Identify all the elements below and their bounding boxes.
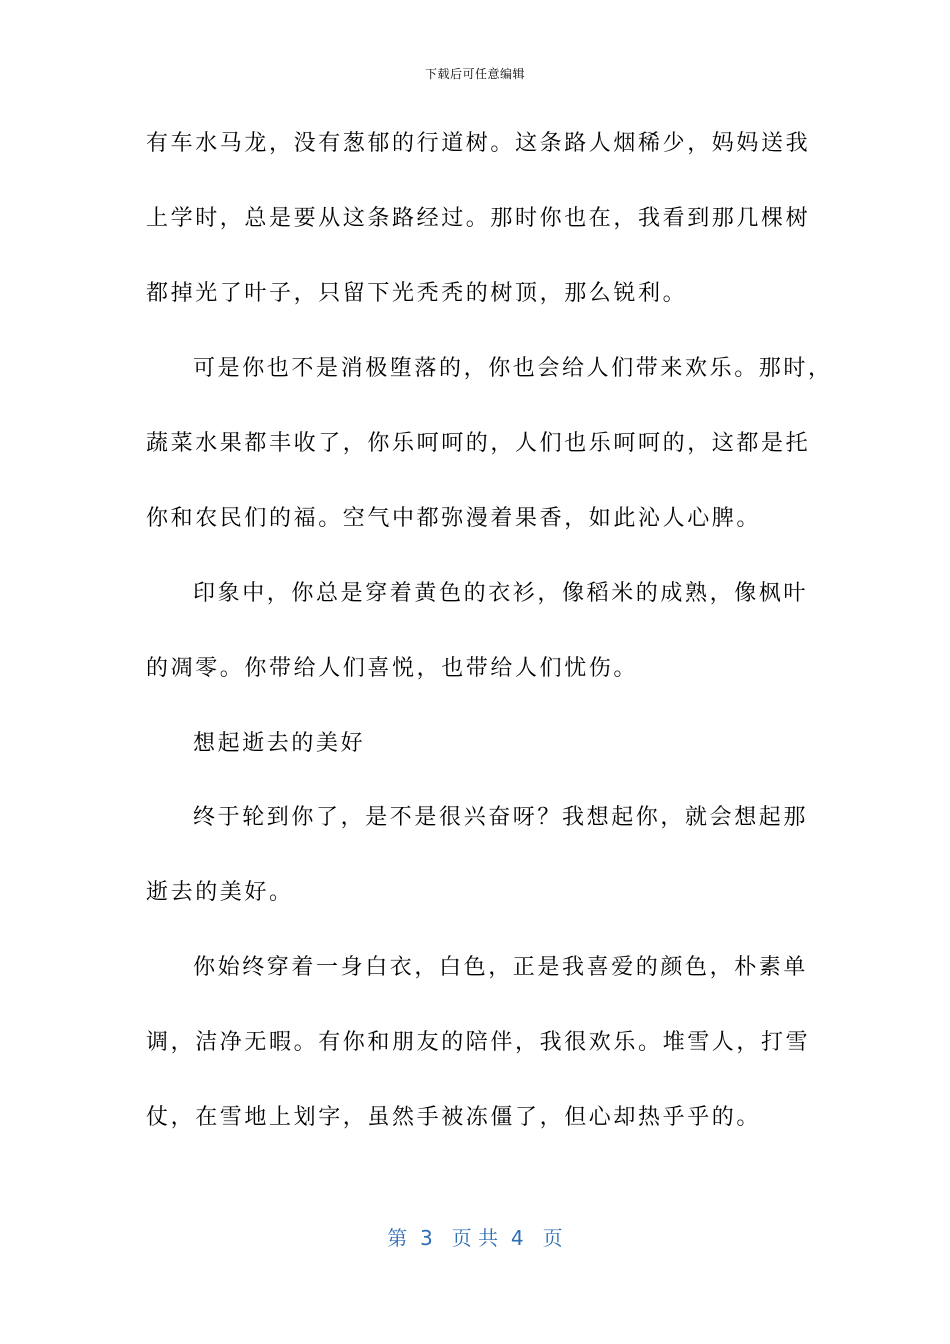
text-line: 你和农民们的福。空气中都弥漫着果香，如此沁人心脾。 [146,506,762,531]
text-line: 有车水马龙，没有葱郁的行道树。这条路人烟稀少，妈妈送我 [146,131,811,156]
text-line: 仗，在雪地上划字，虽然手被冻僵了，但心却热乎乎的。 [146,1105,762,1130]
text-line: 蔬菜水果都丰收了，你乐呵呵的，人们也乐呵呵的，这都是托 [146,431,811,456]
text-line: 你始终穿着一身白衣，白色，正是我喜爱的颜色，朴素单 [193,955,809,980]
text-line: 上学时，总是要从这条路经过。那时你也在，我看到那几棵树 [146,206,811,231]
text-line: 都掉光了叶子，只留下光秃秃的树顶，那么锐利。 [146,281,688,306]
text-line: 终于轮到你了，是不是很兴奋呀？我想起你，就会想起那 [193,805,809,830]
page-header: 下载后可任意编辑 [424,67,525,81]
text-line: 的凋零。你带给人们喜悦，也带给人们忧伤。 [146,656,639,681]
text-line: 印象中，你总是穿着黄色的衣衫，像稻米的成熟，像枫叶 [193,581,809,606]
section-heading: 想起逝去的美好 [193,731,366,756]
text-line: 调，洁净无暇。有你和朋友的陪伴，我很欢乐。堆雪人，打雪 [146,1030,811,1055]
page-number-footer: 第 3 页 共 4 页 [387,1226,563,1250]
text-line: 逝去的美好。 [146,880,294,905]
text-line: 可是你也不是消极堕落的，你也会给人们带来欢乐。那时， [193,356,833,381]
